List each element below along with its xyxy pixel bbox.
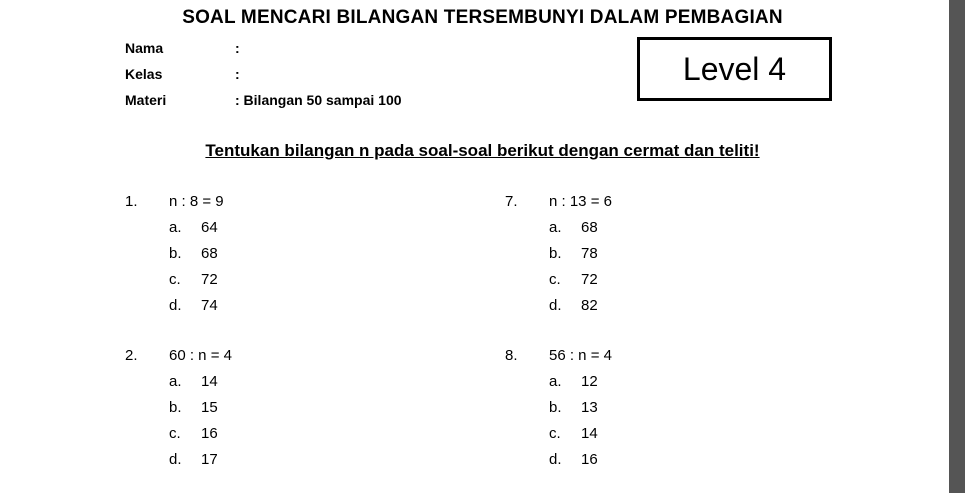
option-value: 74 (201, 297, 218, 314)
option-letter: a. (169, 219, 182, 236)
option-value: 16 (201, 425, 218, 442)
option-letter: a. (549, 373, 562, 390)
option-letter: c. (549, 271, 561, 288)
meta-value: : (235, 66, 240, 82)
question-stem: 60 : n = 4 (169, 347, 232, 364)
option-letter: b. (169, 245, 182, 262)
option-letter: d. (549, 451, 562, 468)
option-letter: b. (169, 399, 182, 416)
instruction: Tentukan bilangan n pada soal-soal berikut dengan cermat dan teliti! (205, 141, 760, 160)
option-letter: d. (169, 297, 182, 314)
viewer-border (949, 0, 965, 493)
meta-label: Materi (125, 92, 167, 108)
question-number: 8. (505, 347, 518, 364)
meta-label: Kelas (125, 66, 163, 82)
meta-value: : Bilangan 50 sampai 100 (235, 92, 402, 108)
question-stem: n : 8 = 9 (169, 193, 224, 210)
option-value: 72 (201, 271, 218, 288)
option-value: 68 (581, 219, 598, 236)
option-value: 17 (201, 451, 218, 468)
option-value: 14 (201, 373, 218, 390)
question-number: 2. (125, 347, 138, 364)
option-letter: c. (169, 425, 181, 442)
option-value: 82 (581, 297, 598, 314)
option-letter: b. (549, 399, 562, 416)
option-value: 15 (201, 399, 218, 416)
page-title: SOAL MENCARI BILANGAN TERSEMBUNYI DALAM PEMBAGIAN (182, 7, 783, 28)
option-value: 78 (581, 245, 598, 262)
level-box: Level 4 (637, 37, 832, 101)
meta-label: Nama (125, 40, 164, 56)
option-letter: c. (549, 425, 561, 442)
option-letter: d. (169, 451, 182, 468)
option-value: 13 (581, 399, 598, 416)
option-value: 12 (581, 373, 598, 390)
option-letter: a. (549, 219, 562, 236)
question-stem: n : 13 = 6 (549, 193, 612, 210)
option-letter: a. (169, 373, 182, 390)
option-value: 72 (581, 271, 598, 288)
option-value: 64 (201, 219, 218, 236)
meta-value: : (235, 40, 240, 56)
option-letter: c. (169, 271, 181, 288)
option-value: 16 (581, 451, 598, 468)
option-value: 68 (201, 245, 218, 262)
option-letter: d. (549, 297, 562, 314)
question-stem: 56 : n = 4 (549, 347, 612, 364)
option-value: 14 (581, 425, 598, 442)
question-number: 7. (505, 193, 518, 210)
question-number: 1. (125, 193, 138, 210)
option-letter: b. (549, 245, 562, 262)
